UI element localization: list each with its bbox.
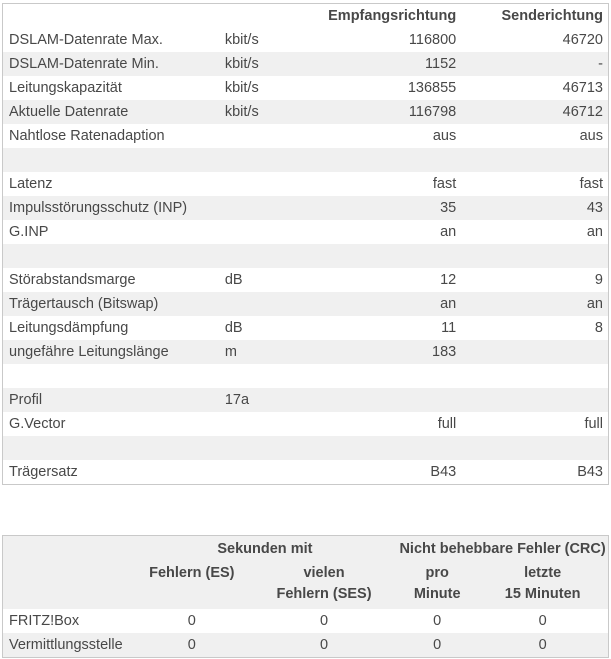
row-label: Leitungskapazität: [9, 80, 122, 96]
row-rx-value: full: [437, 416, 457, 432]
row-unit: [225, 292, 283, 316]
error-subheader-es: Fehlern (ES): [149, 565, 235, 581]
error-subheader-per-minute-line2: Minute: [413, 586, 461, 602]
error-header-empty: [3, 536, 133, 563]
row-tx-value: aus: [579, 128, 603, 144]
row-unit: [225, 460, 283, 485]
table-row: [3, 340, 609, 364]
row-tx-value: [461, 340, 608, 364]
spacer-row: [3, 436, 609, 460]
error-subheader-empty: [3, 562, 133, 609]
dsl-header-empty-unit: [225, 4, 283, 29]
row-unit: dB: [224, 320, 243, 336]
row-unit: kbit/s: [224, 32, 259, 48]
row-unit: kbit/s: [224, 56, 259, 72]
row-rx-value: 11: [441, 320, 457, 336]
error-per-minute-value: 0: [433, 637, 442, 653]
error-subheader-ses-line1: vielen: [303, 565, 345, 581]
error-sub-header-row: [3, 562, 609, 609]
table-row: [3, 609, 609, 633]
row-label: G.Vector: [9, 416, 66, 432]
row-rx-value: 136855: [407, 80, 457, 96]
row-rx-value: [283, 436, 461, 460]
error-es-value: 0: [187, 613, 196, 629]
table-row: [3, 76, 609, 100]
error-subheader-last15: [477, 562, 608, 609]
row-tx-value: an: [586, 224, 603, 240]
row-tx-value: [461, 148, 608, 172]
row-label: [3, 436, 225, 460]
row-tx-value: 8: [594, 320, 603, 336]
row-rx-value: [283, 388, 461, 412]
row-unit: [225, 244, 283, 268]
spacer-row: [3, 148, 609, 172]
row-tx-value: [461, 436, 608, 460]
dsl-header-receive-direction: Empfangsrichtung: [328, 8, 457, 24]
dsl-header-send-direction: Senderichtung: [501, 8, 603, 24]
error-ses-value: 0: [319, 637, 329, 653]
error-row-label: FRITZ!Box: [9, 613, 80, 629]
error-subheader-ses-line2: Fehlern (SES): [276, 586, 372, 602]
row-tx-value: [461, 244, 608, 268]
row-rx-value: [283, 148, 461, 172]
row-label: DSLAM-Datenrate Min.: [9, 56, 159, 72]
row-label: Trägertausch (Bitswap): [9, 296, 159, 312]
row-tx-value: an: [586, 296, 603, 312]
dsl-header-empty-label: [3, 4, 225, 29]
table-row: [3, 460, 609, 485]
row-rx-value: [283, 244, 461, 268]
row-rx-value: 116800: [408, 32, 457, 48]
row-tx-value: [461, 388, 608, 412]
row-label: [3, 148, 225, 172]
table-row: [3, 388, 609, 412]
row-label: [3, 364, 225, 388]
row-label: Leitungsdämpfung: [9, 320, 129, 336]
row-label: Impulsstörungsschutz (INP): [9, 200, 188, 216]
row-label: Profil: [9, 392, 43, 408]
error-subheader-per-minute-line1: pro: [425, 565, 449, 581]
row-rx-value: aus: [432, 128, 457, 144]
row-unit: kbit/s: [224, 104, 259, 120]
error-group-header-seconds: Sekunden mit: [217, 541, 313, 557]
row-tx-value: 9: [594, 272, 603, 288]
row-rx-value: an: [440, 296, 457, 312]
row-tx-value: 46720: [562, 32, 603, 48]
table-row: [3, 633, 609, 658]
spacer-row: [3, 364, 609, 388]
row-rx-value: 183: [432, 344, 457, 360]
table-row: [3, 412, 609, 436]
row-rx-value: 1152: [425, 56, 457, 72]
table-row: [3, 100, 609, 124]
error-group-header-crc: Nicht behebbare Fehler (CRC): [399, 541, 606, 557]
error-last15-value: 0: [538, 637, 547, 653]
error-ses-value: 0: [319, 613, 329, 629]
table-row: [3, 292, 609, 316]
row-unit: m: [224, 344, 237, 360]
row-tx-value: -: [598, 56, 603, 72]
table-row: [3, 172, 609, 196]
error-row-label: Vermittlungsstelle: [9, 637, 123, 653]
row-unit: [225, 124, 283, 148]
table-row: [3, 52, 609, 76]
table-row: [3, 316, 609, 340]
table-row: [3, 124, 609, 148]
row-label: Nahtlose Ratenadaption: [9, 128, 165, 144]
row-tx-value: B43: [577, 464, 603, 480]
row-rx-value: B43: [430, 464, 457, 480]
row-tx-value: [461, 364, 608, 388]
row-unit: [225, 172, 283, 196]
row-label: Latenz: [9, 176, 53, 192]
row-rx-value: fast: [432, 176, 457, 192]
row-tx-value: 46712: [562, 104, 603, 120]
error-subheader-last15-line2: 15 Minuten: [504, 586, 581, 602]
error-last15-value: 0: [538, 613, 547, 629]
error-counter-table: [2, 535, 609, 658]
row-tx-value: 46713: [562, 80, 603, 96]
row-rx-value: an: [440, 224, 457, 240]
row-label: Trägersatz: [9, 464, 78, 480]
table-row: [3, 196, 609, 220]
row-unit: kbit/s: [224, 80, 259, 96]
row-rx-value: [283, 364, 461, 388]
spacer-row: [3, 244, 609, 268]
row-label: [3, 244, 225, 268]
row-unit: [225, 196, 283, 220]
error-group-header-row: [3, 536, 609, 563]
error-subheader-ses: [251, 562, 397, 609]
row-label: Störabstandsmarge: [9, 272, 136, 288]
dsl-info-table: [2, 3, 609, 485]
row-unit: [225, 148, 283, 172]
row-unit: [225, 436, 283, 460]
error-per-minute-value: 0: [433, 613, 442, 629]
row-unit: [225, 220, 283, 244]
row-unit: [225, 412, 283, 436]
row-tx-value: fast: [579, 176, 603, 192]
row-unit: 17a: [224, 392, 250, 408]
row-label: G.INP: [9, 224, 49, 240]
row-rx-value: 116798: [408, 104, 457, 120]
row-rx-value: 12: [440, 272, 457, 288]
table-row: [3, 220, 609, 244]
table-row: [3, 268, 609, 292]
row-unit: dB: [224, 272, 243, 288]
error-es-value: 0: [187, 637, 196, 653]
table-row: [3, 28, 609, 52]
row-label: ungefähre Leitungslänge: [9, 344, 169, 360]
error-subheader-last15-line1: letzte: [524, 565, 562, 581]
row-unit: [225, 364, 283, 388]
dsl-header-row: [3, 4, 609, 29]
row-tx-value: 43: [586, 200, 603, 216]
error-subheader-per-minute: [397, 562, 477, 609]
row-label: DSLAM-Datenrate Max.: [9, 32, 163, 48]
row-label: Aktuelle Datenrate: [9, 104, 129, 120]
row-tx-value: full: [584, 416, 603, 432]
row-rx-value: 35: [440, 200, 457, 216]
